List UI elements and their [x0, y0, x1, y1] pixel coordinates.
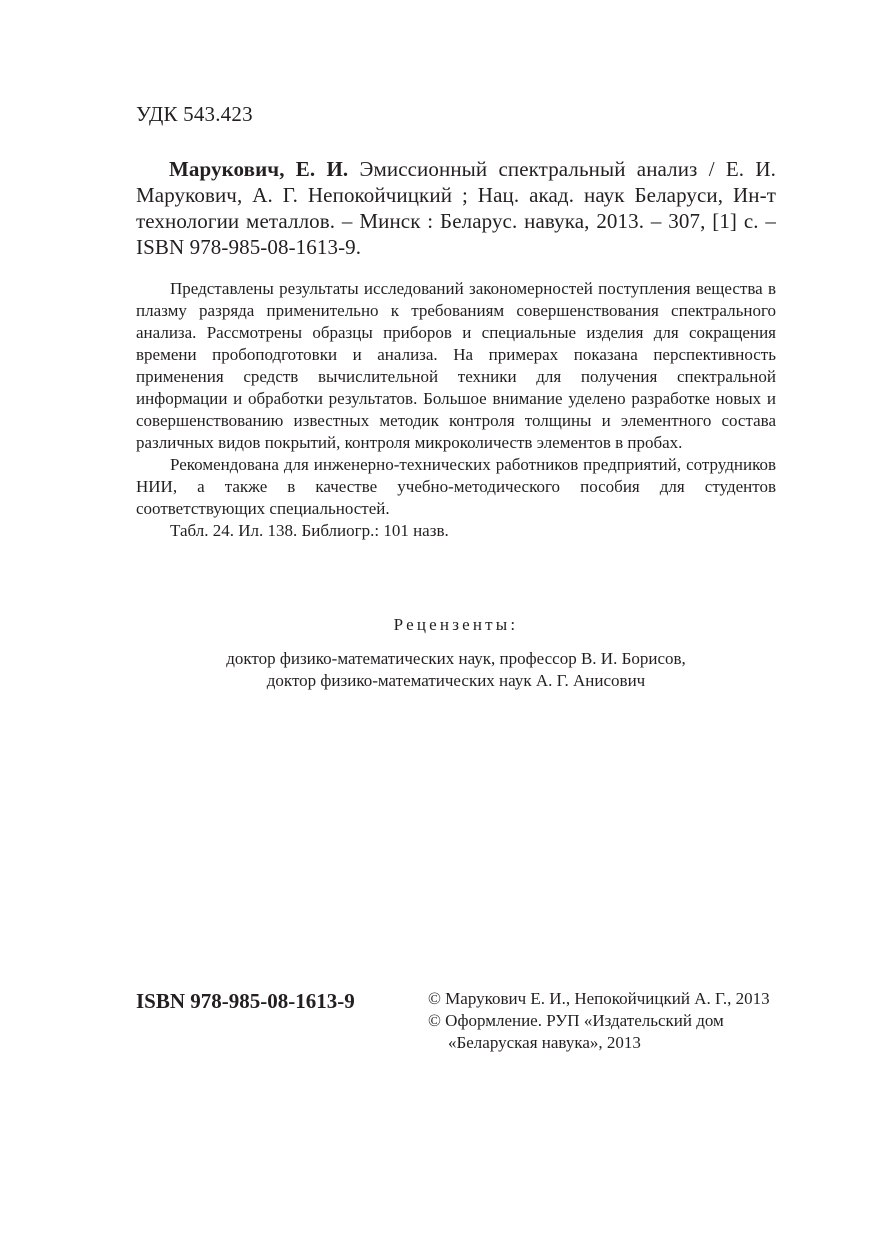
abstract [136, 278, 776, 542]
citation-details: Эмиссионный спектральный анализ / Е. И. Марукович, А. Г. Непокойчицкий ; Нац. акад. наук Беларуси, Ин-т технологии металлов. – Минск : Беларус. навука, 2013. – 307, [1] с. – ISBN 978-985-08-1613-9. [136, 157, 777, 259]
udk-code: УДК 543.423 [136, 102, 253, 126]
abstract-paragraph-stats: Табл. 24. Ил. 138. Библиогр.: 101 назв. [170, 521, 449, 540]
isbn-number: ISBN 978-985-08-1613-9 [136, 989, 355, 1013]
copyright-block [428, 988, 788, 1054]
copyright-authors: © Марукович Е. И., Непокойчицкий А. Г., 2013 [428, 989, 770, 1008]
reviewer-borisov: доктор физико-математических наук, профессор В. И. Борисов, [226, 649, 686, 668]
abstract-paragraph-description: Представлены результаты исследований закономерностей поступления вещества в плазму разряда применительно к требованиям совершенствования спектрального анализа. Рассмотрены образцы приборов и специальные изделия для сокращения времени пробоподготовки и анализа. На примерах показана перспективность применения средств вычислительной техники для получения спектральной информации и обработки результатов. Большое внимание уделено разработке новых и совершенствованию известных методик контроля толщины и элементного состава различных видов покрытий, контроля микроколичеств элементов в пробах. [136, 279, 776, 452]
abstract-paragraph-audience: Рекомендована для инженерно-технических работников предприятий, сотрудников НИИ, а также в качестве учебно-методического пособия для студентов соответствующих специальностей. [136, 455, 776, 518]
bibliographic-citation [136, 156, 776, 260]
reviewers-heading: Рецензенты: [393, 615, 519, 634]
copyright-design: © Оформление. РУП «Издательский дом «Беларуская навука», 2013 [428, 1011, 724, 1052]
reviewer-anisovich: доктор физико-математических наук А. Г. Анисович [266, 671, 646, 690]
citation-author: Марукович, Е. И. [169, 157, 349, 181]
